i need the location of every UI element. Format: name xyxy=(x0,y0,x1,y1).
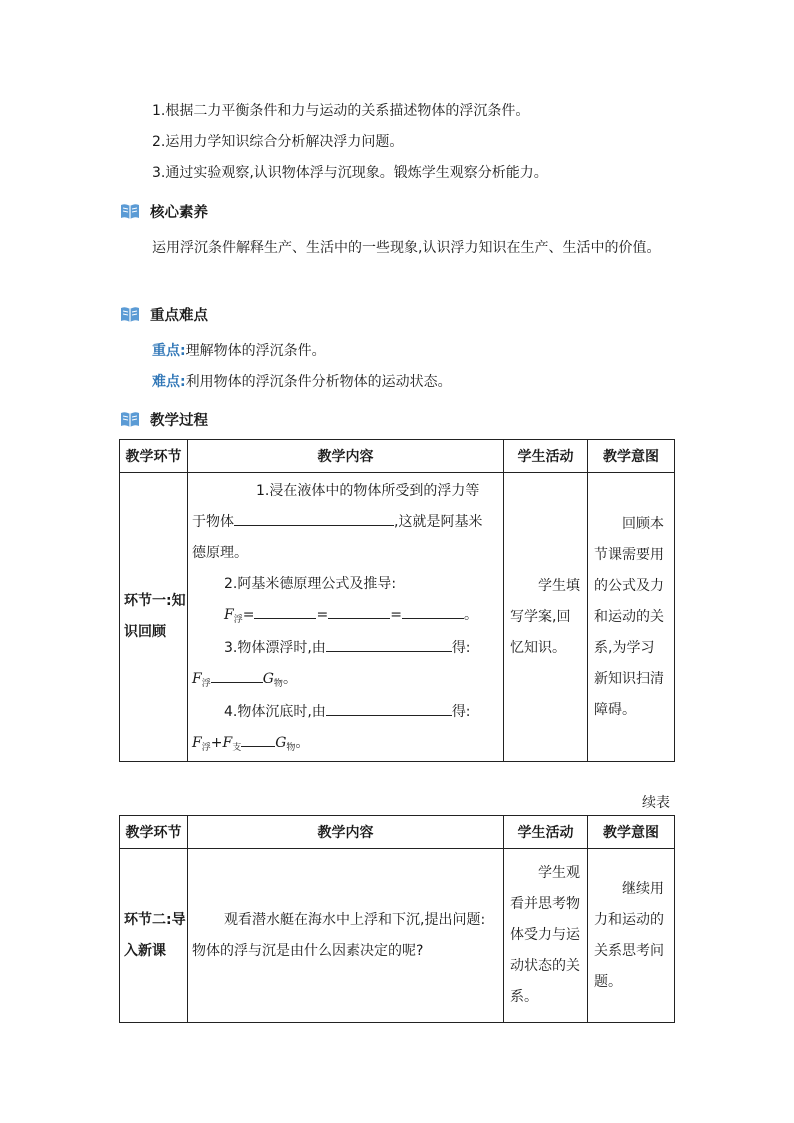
focus-label: 重点: xyxy=(152,343,186,359)
answer-blank xyxy=(254,602,316,619)
continued-label: 续表 xyxy=(642,795,670,811)
teaching-process-table xyxy=(119,439,675,762)
section-title: 教学过程 xyxy=(150,412,208,429)
intent-cell: 继续用力和运动的关系思考问题。 xyxy=(588,849,675,1023)
answer-blank xyxy=(241,730,275,747)
intent-cell: 回顾本节课需要用的公式及力和运动的关系,为学习新知识扫清障碍。 xyxy=(588,473,675,762)
stage-cell: 环节二:导入新课 xyxy=(120,849,188,1023)
content-item-2: 2.阿基米德原理公式及推导: xyxy=(224,576,397,592)
answer-blank xyxy=(402,602,464,619)
stage-cell: 环节一:知识回顾 xyxy=(120,473,188,762)
table-header-row xyxy=(120,440,675,473)
difficulty-text: 利用物体的浮沉条件分析物体的运动状态。 xyxy=(185,374,452,390)
focus-line xyxy=(152,336,712,367)
difficulty-label: 难点: xyxy=(152,374,186,390)
focus-text: 理解物体的浮沉条件。 xyxy=(185,343,326,359)
header-stage: 教学环节 xyxy=(120,440,188,473)
header-stage: 教学环节 xyxy=(120,816,188,849)
answer-blank xyxy=(326,699,452,716)
content-item-4: 4.物体沉底时,由 得: xyxy=(192,697,491,728)
answer-blank xyxy=(234,509,394,526)
content-cell xyxy=(188,473,504,762)
core-text: 运用浮沉条件解释生产、生活中的一些现象,认识浮力知识在生产、生活中的价值。 xyxy=(152,240,661,256)
activity-cell: 学生填写学案,回忆知识。 xyxy=(504,473,588,762)
section-heading-process xyxy=(120,408,208,430)
objective-1: 1.根据二力平衡条件和力与运动的关系描述物体的浮沉条件。 xyxy=(152,103,530,119)
header-activity: 学生活动 xyxy=(504,440,588,473)
answer-blank xyxy=(328,602,390,619)
teaching-process-table-continued xyxy=(119,815,675,1023)
formula-line: $F_浮+F_支$ $G_物$。 xyxy=(192,728,491,761)
header-intent: 教学意图 xyxy=(588,440,675,473)
formula-line: $F_浮$ $G_物$。 xyxy=(192,664,491,697)
answer-blank xyxy=(326,635,452,652)
section-heading-key xyxy=(120,303,208,325)
header-intent: 教学意图 xyxy=(588,816,675,849)
content-item-3: 3.物体漂浮时,由 得: xyxy=(192,633,491,664)
formula-line: $F_浮=$ = = 。 xyxy=(192,600,491,633)
book-icon xyxy=(120,410,140,428)
header-content: 教学内容 xyxy=(188,440,504,473)
answer-blank xyxy=(211,666,263,683)
section-heading-core xyxy=(120,200,208,222)
table-row xyxy=(120,849,675,1023)
book-icon xyxy=(120,305,140,323)
content-item-1: 1.浸在液体中的物体所受到的浮力等于物体 ,这就是阿基米德原理。 xyxy=(192,483,483,561)
header-activity: 学生活动 xyxy=(504,816,588,849)
book-icon xyxy=(120,202,140,220)
table-row xyxy=(120,473,675,762)
section-title: 核心素养 xyxy=(150,204,208,221)
content-cell: 观看潜水艇在海水中上浮和下沉,提出问题:物体的浮与沉是由什么因素决定的呢? xyxy=(188,849,504,1023)
table-header-row xyxy=(120,816,675,849)
header-content: 教学内容 xyxy=(188,816,504,849)
difficulty-line xyxy=(152,367,712,398)
activity-cell: 学生观看并思考物体受力与运动状态的关系。 xyxy=(504,849,588,1023)
objective-2: 2.运用力学知识综合分析解决浮力问题。 xyxy=(152,134,404,150)
objective-3: 3.通过实验观察,认识物体浮与沉现象。锻炼学生观察分析能力。 xyxy=(152,165,548,181)
section-title: 重点难点 xyxy=(150,307,208,324)
